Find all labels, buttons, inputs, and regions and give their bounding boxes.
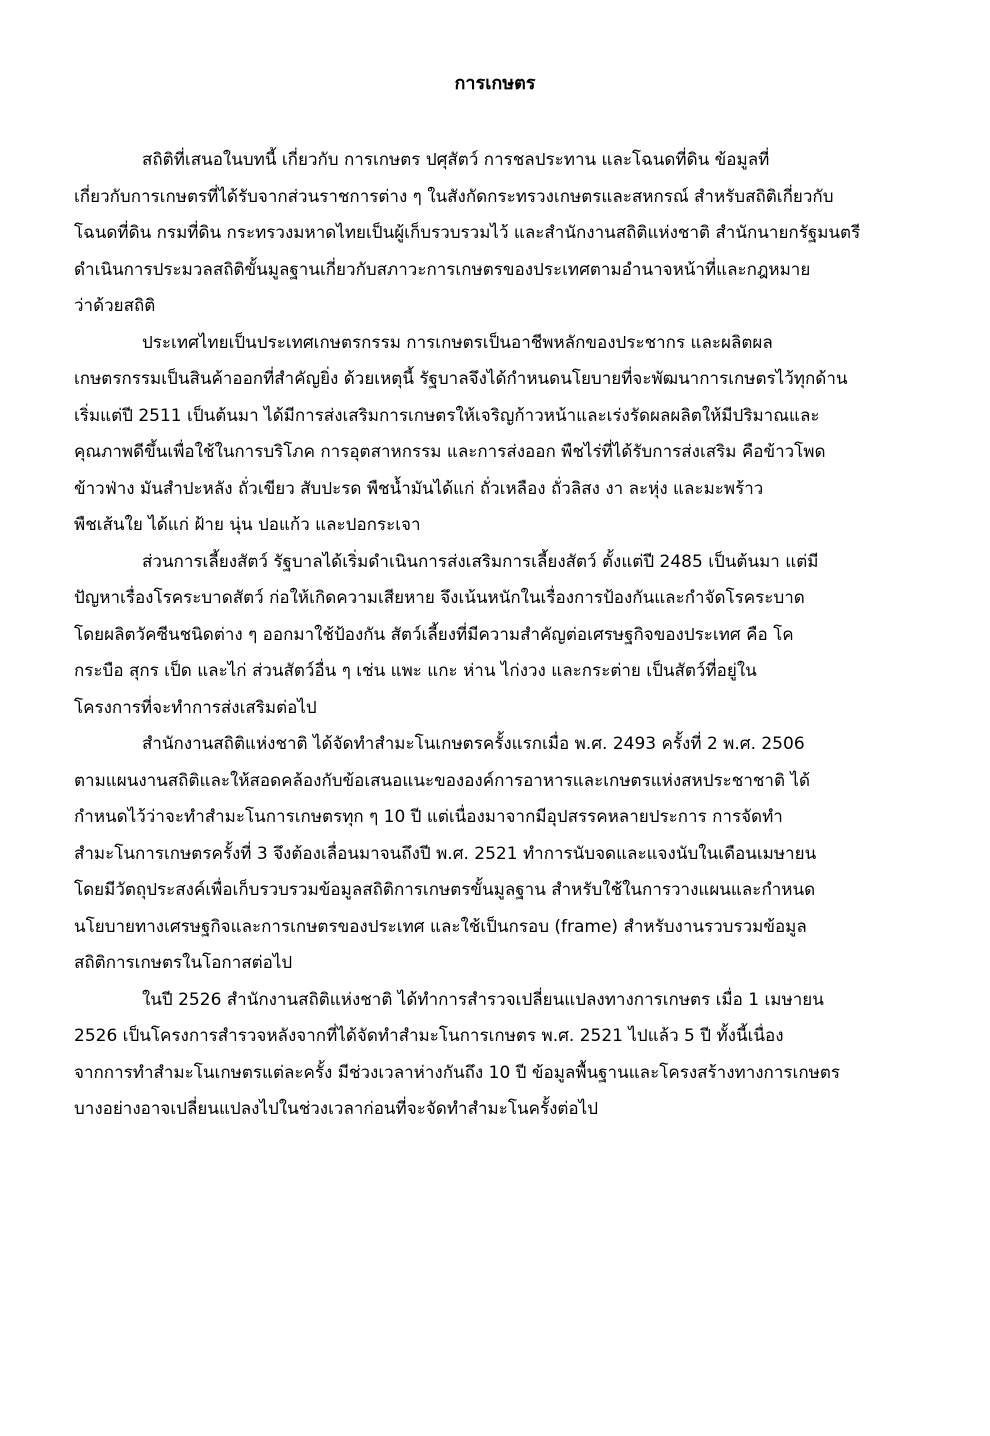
paragraph-line: ปัญหาเรื่องโรคระบาดสัตว์ ก่อให้เกิดความเสียหาย จึงเน้นหนักในเรื่องการป้องกันและกำจัดโรคระบาด — [74, 588, 805, 608]
paragraph-line: สถิติการเกษตรในโอกาสต่อไป — [74, 953, 293, 973]
paragraph-line: สำนักงานสถิติแห่งชาติ ได้จัดทำสำมะโนเกษตรครั้งแรกเมื่อ พ.ศ. 2493 ครั้งที่ 2 พ.ศ. 2506 — [142, 734, 805, 754]
paragraph-line: บางอย่างอาจเปลี่ยนแปลงไปในช่วงเวลาก่อนที่จะจัดทำสำมะโนครั้งต่อไป — [74, 1099, 598, 1119]
paragraph-line: พืชเส้นใย ได้แก่ ฝ้าย นุ่น ปอแก้ว และปอกระเจา — [74, 515, 421, 535]
paragraph-agricultural-census — [74, 726, 916, 982]
paragraph-line: กระบือ สุกร เป็ด และไก่ ส่วนสัตว์อื่น ๆ เช่น แพะ แกะ ห่าน ไก่งวง และกระต่าย เป็นสัตว์ที่อยู่ใน — [74, 661, 757, 681]
paragraph-line: โฉนดที่ดิน กรมที่ดิน กระทรวงมหาดไทยเป็นผู้เก็บรวบรวมไว้ และสำนักงานสถิติแห่งชาติ สำนักนายกรัฐมนตรี — [74, 223, 861, 243]
paragraph-line: 2526 เป็นโครงการสำรวจหลังจากที่ได้จัดทำสำมะโนการเกษตร พ.ศ. 2521 ไปแล้ว 5 ปี ทั้งนี้เนื่อง — [74, 1026, 784, 1046]
paragraph-change-survey — [74, 982, 916, 1128]
paragraph-line: ข้าวฟ่าง มันสำปะหลัง ถั่วเขียว สับปะรด พืชน้ำมันได้แก่ ถั่วเหลือง ถั่วลิสง งา ละหุ่ง และมะพร้าว — [74, 478, 764, 499]
paragraph-line: ในปี 2526 สำนักงานสถิติแห่งชาติ ได้ทำการสำรวจเปลี่ยนแปลงทางการเกษตร เมื่อ 1 เมษายน — [142, 989, 824, 1010]
paragraph-line: โครงการที่จะทำการส่งเสริมต่อไป — [74, 697, 317, 718]
paragraph-line: คุณภาพดีขึ้นเพื่อใช้ในการบริโภค การอุตสาหกรรม และการส่งออก พืชไร่ที่ได้รับการส่งเสริม คือข้าวโพด — [74, 442, 826, 462]
paragraph-line: สำมะโนการเกษตรครั้งที่ 3 จึงต้องเลื่อนมาจนถึงปี พ.ศ. 2521 ทำการนับจดและแจงนับในเดือนเมษายน — [74, 843, 817, 864]
paragraph-line: ตามแผนงานสถิติและให้สอดคล้องกับข้อเสนอแนะขององค์การอาหารและเกษตรแห่งสหประชาชาติ ได้ — [74, 770, 810, 791]
paragraph-line: เกี่ยวกับการเกษตรที่ได้รับจากส่วนราชการต่าง ๆ ในสังกัดกระทรวงเกษตรและสหกรณ์ สำหรับสถิติเกี่ยวกับ — [74, 186, 834, 207]
paragraph-line: กำหนดไว้ว่าจะทำสำมะโนการเกษตรทุก ๆ 10 ปี แต่เนื่องมาจากมีอุปสรรคหลายประการ การจัดทำ — [74, 807, 783, 827]
paragraph-line: ประเทศไทยเป็นประเทศเกษตรกรรม การเกษตรเป็นอาชีพหลักของประชากร และผลิตผล — [142, 332, 773, 353]
paragraph-line: นโยบายทางเศรษฐกิจและการเกษตรของประเทศ และใช้เป็นกรอบ (frame) สำหรับงานรวบรวมข้อมูล — [74, 916, 807, 937]
paragraph-line: ดำเนินการประมวลสถิติขั้นมูลฐานเกี่ยวกับสภาวะการเกษตรของประเทศตามอำนาจหน้าที่และกฎหมาย — [74, 259, 811, 280]
paragraph-line: โดยมีวัตถุประสงค์เพื่อเก็บรวบรวมข้อมูลสถิติการเกษตรขั้นมูลฐาน สำหรับใช้ในการวางแผนและกำหนด — [74, 880, 816, 900]
paragraph-line: ส่วนการเลี้ยงสัตว์ รัฐบาลได้เริ่มดำเนินการส่งเสริมการเลี้ยงสัตว์ ตั้งแต่ปี 2485 เป็นต้นมา แต่มี — [142, 551, 819, 572]
paragraph-line: ว่าด้วยสถิติ — [74, 296, 156, 316]
paragraph-line: จากการทำสำมะโนเกษตรแต่ละครั้ง มีช่วงเวลาห่างกันถึง 10 ปี ข้อมูลพื้นฐานและโครงสร้างทางการเกษตร — [74, 1062, 840, 1083]
paragraph-line: เริ่มแต่ปี 2511 เป็นต้นมา ได้มีการส่งเสริมการเกษตรให้เจริญก้าวหน้าและเร่งรัดผลผลิตให้มีปริมาณและ — [74, 405, 820, 426]
paragraph-line: โดยผลิตวัคซีนชนิดต่าง ๆ ออกมาใช้ป้องกัน สัตว์เลี้ยงที่มีความสำคัญต่อเศรษฐกิจของประเทศ คือ โค — [74, 624, 794, 645]
document-body — [74, 142, 916, 1128]
paragraph-livestock — [74, 544, 916, 727]
paragraph-line: เกษตรกรรมเป็นสินค้าออกที่สำคัญยิ่ง ด้วยเหตุนี้ รัฐบาลจึงได้กำหนดนโยบายที่จะพัฒนาการเกษตรไว้ทุกด้าน — [74, 369, 848, 389]
paragraph-line: สถิติที่เสนอในบทนี้ เกี่ยวกับ การเกษตร ปศุสัตว์ การชลประทาน และโฉนดที่ดิน ข้อมูลที่ — [142, 150, 770, 170]
paragraph-agriculture-country — [74, 325, 916, 544]
paragraph-statistics-overview — [74, 142, 916, 325]
page-title: การเกษตร — [454, 73, 536, 94]
